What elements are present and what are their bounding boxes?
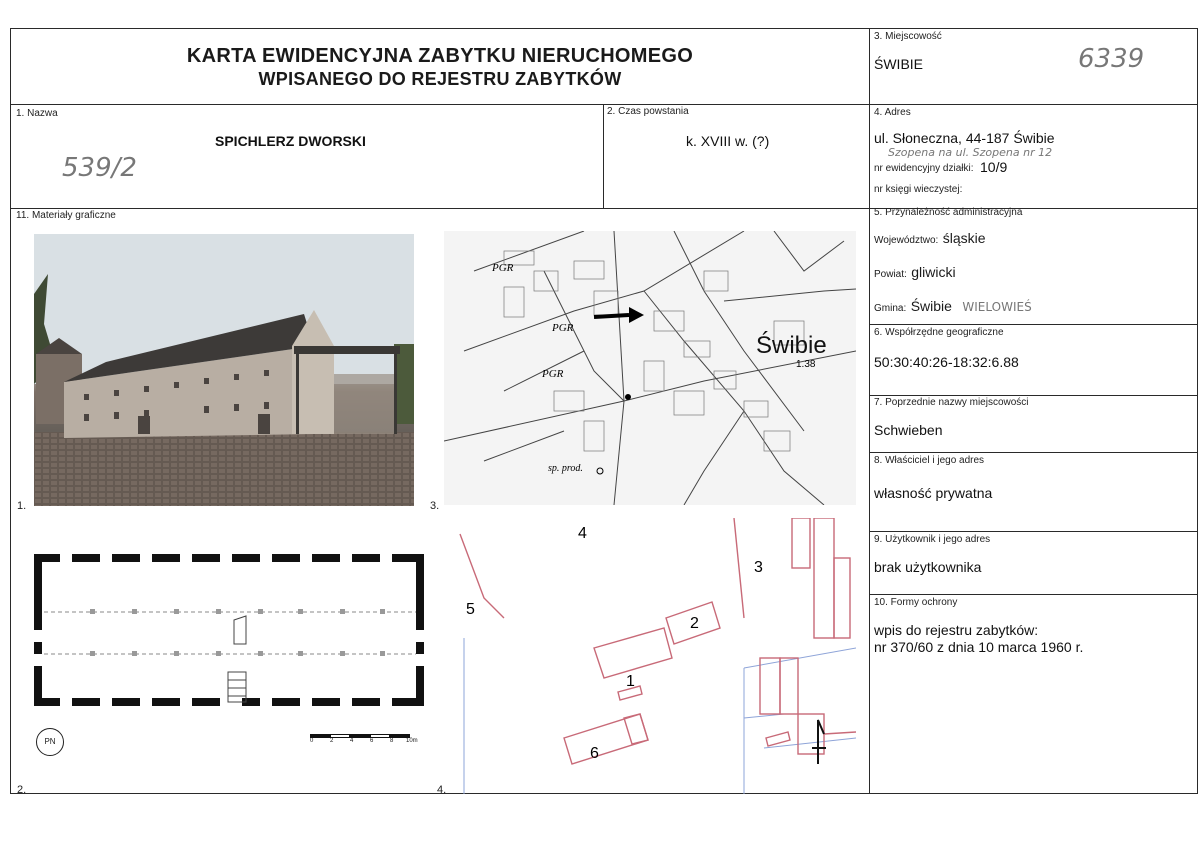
granary-photo <box>34 234 414 506</box>
card-title-line2: WPISANEGO DO REJESTRU ZABYTKÓW <box>258 69 622 89</box>
record-card <box>10 28 1198 794</box>
figure-2-label: 2. <box>17 784 27 796</box>
wspolrzedne-value: 50:30:40:26-18:32:6.88 <box>874 354 1019 370</box>
map-label-sp: sp. prod. <box>548 463 583 474</box>
scale-bar <box>310 734 422 748</box>
scale-tick-0: 0 <box>310 738 314 744</box>
row-divider-r1 <box>870 324 1198 325</box>
gmina-row <box>874 298 1032 316</box>
cad-label-6: 6 <box>590 745 599 762</box>
dzialka-label: nr ewidencyjny działki: <box>874 163 974 174</box>
row-divider-1 <box>10 104 1198 105</box>
map-label-pgr-1: PGR <box>492 262 514 274</box>
cad-label-4: 4 <box>578 525 587 542</box>
map-town-name: Świbie <box>756 332 827 359</box>
dzialka-value: 10/9 <box>980 159 1008 175</box>
gmina-value: Świbie <box>910 298 952 314</box>
figure-4-label: 4. <box>437 784 447 796</box>
adres-value: ul. Słoneczna, 44-187 Świbie <box>874 130 1055 146</box>
north-arrow-icon <box>36 728 64 756</box>
powiat-label: Powiat: <box>874 269 907 280</box>
name-time-divider <box>603 104 604 208</box>
cad-label-1: 1 <box>626 673 635 690</box>
handwritten-register-number: 6339 <box>1078 44 1145 74</box>
powiat-value: gliwicki <box>911 264 956 280</box>
map-label-pgr-2: PGR <box>552 322 574 334</box>
card-title-line1: KARTA EWIDENCYJNA ZABYTKU NIERUCHOMEGO <box>186 45 694 67</box>
nazwa-value: SPICHLERZ DWORSKI <box>215 133 366 149</box>
figure-3-label: 3. <box>430 500 440 512</box>
powiat-row <box>874 264 956 282</box>
cadastral-map <box>444 518 856 794</box>
handwritten-name-number: 539/2 <box>62 153 137 183</box>
map-label-pgr-3: PGR <box>542 368 564 380</box>
floor-plan <box>34 554 444 734</box>
map-spot-height: 1.38 <box>796 359 816 370</box>
cad-label-5: 5 <box>466 601 475 618</box>
cad-label-2: 2 <box>690 615 699 632</box>
miejscowosc-value: ŚWIBIE <box>874 56 924 72</box>
wlasciciel-label: 8. Właściciel i jego adres <box>874 455 985 466</box>
uzytkownik-value: brak użytkownika <box>874 559 982 575</box>
scale-tick-3: 6 <box>370 738 374 744</box>
poprzednie-value: Schwieben <box>874 422 943 438</box>
poprzednie-label: 7. Poprzednie nazwy miejscowości <box>874 397 1029 408</box>
czas-value: k. XVIII w. (?) <box>686 133 770 149</box>
topographic-map <box>444 231 856 505</box>
wlasciciel-value: własność prywatna <box>874 485 993 501</box>
nazwa-label: 1. Nazwa <box>16 108 58 119</box>
przynaleznosc-label: 5. Przynależność administracyjna <box>874 207 1023 218</box>
adres-label: 4. Adres <box>874 107 911 118</box>
cad-label-3: 3 <box>754 559 763 576</box>
materialy-label: 11. Materiały graficzne <box>16 210 116 221</box>
uzytkownik-label: 9. Użytkownik i jego adres <box>874 534 991 545</box>
frame-left <box>10 28 11 794</box>
wojewodztwo-row <box>874 230 986 248</box>
column-divider <box>869 28 870 794</box>
wspolrzedne-label: 6. Współrzędne geograficzne <box>874 327 1004 338</box>
formy-line1: wpis do rejestru zabytków: <box>874 622 1039 638</box>
scale-tick-4: 8 <box>390 738 394 744</box>
handwritten-address-note: Szopena na ul. Szopena nr 12 <box>888 146 1053 159</box>
scale-tick-2: 4 <box>350 738 354 744</box>
scale-tick-5: 10m <box>406 738 418 744</box>
czas-label: 2. Czas powstania <box>607 106 689 117</box>
compass-text: PN <box>44 737 56 746</box>
row-divider-r2 <box>870 395 1198 396</box>
formy-label: 10. Formy ochrony <box>874 597 958 608</box>
wojewodztwo-value: śląskie <box>942 230 986 246</box>
row-divider-r5 <box>870 594 1198 595</box>
frame-top <box>10 28 1198 29</box>
frame-right <box>1197 28 1198 794</box>
gmina-label: Gmina: <box>874 303 907 314</box>
figure-1-label: 1. <box>17 500 27 512</box>
row-divider-r4 <box>870 531 1198 532</box>
handwritten-gmina-note: WIELOWIEŚ <box>962 300 1032 314</box>
ksiega-label: nr księgi wieczystej: <box>874 184 963 195</box>
wojewodztwo-label: Województwo: <box>874 235 939 246</box>
scale-tick-1: 2 <box>330 738 334 744</box>
formy-line2: nr 370/60 z dnia 10 marca 1960 r. <box>874 639 1084 655</box>
row-divider-r3 <box>870 452 1198 453</box>
miejscowosc-label: 3. Miejscowość <box>874 31 942 42</box>
